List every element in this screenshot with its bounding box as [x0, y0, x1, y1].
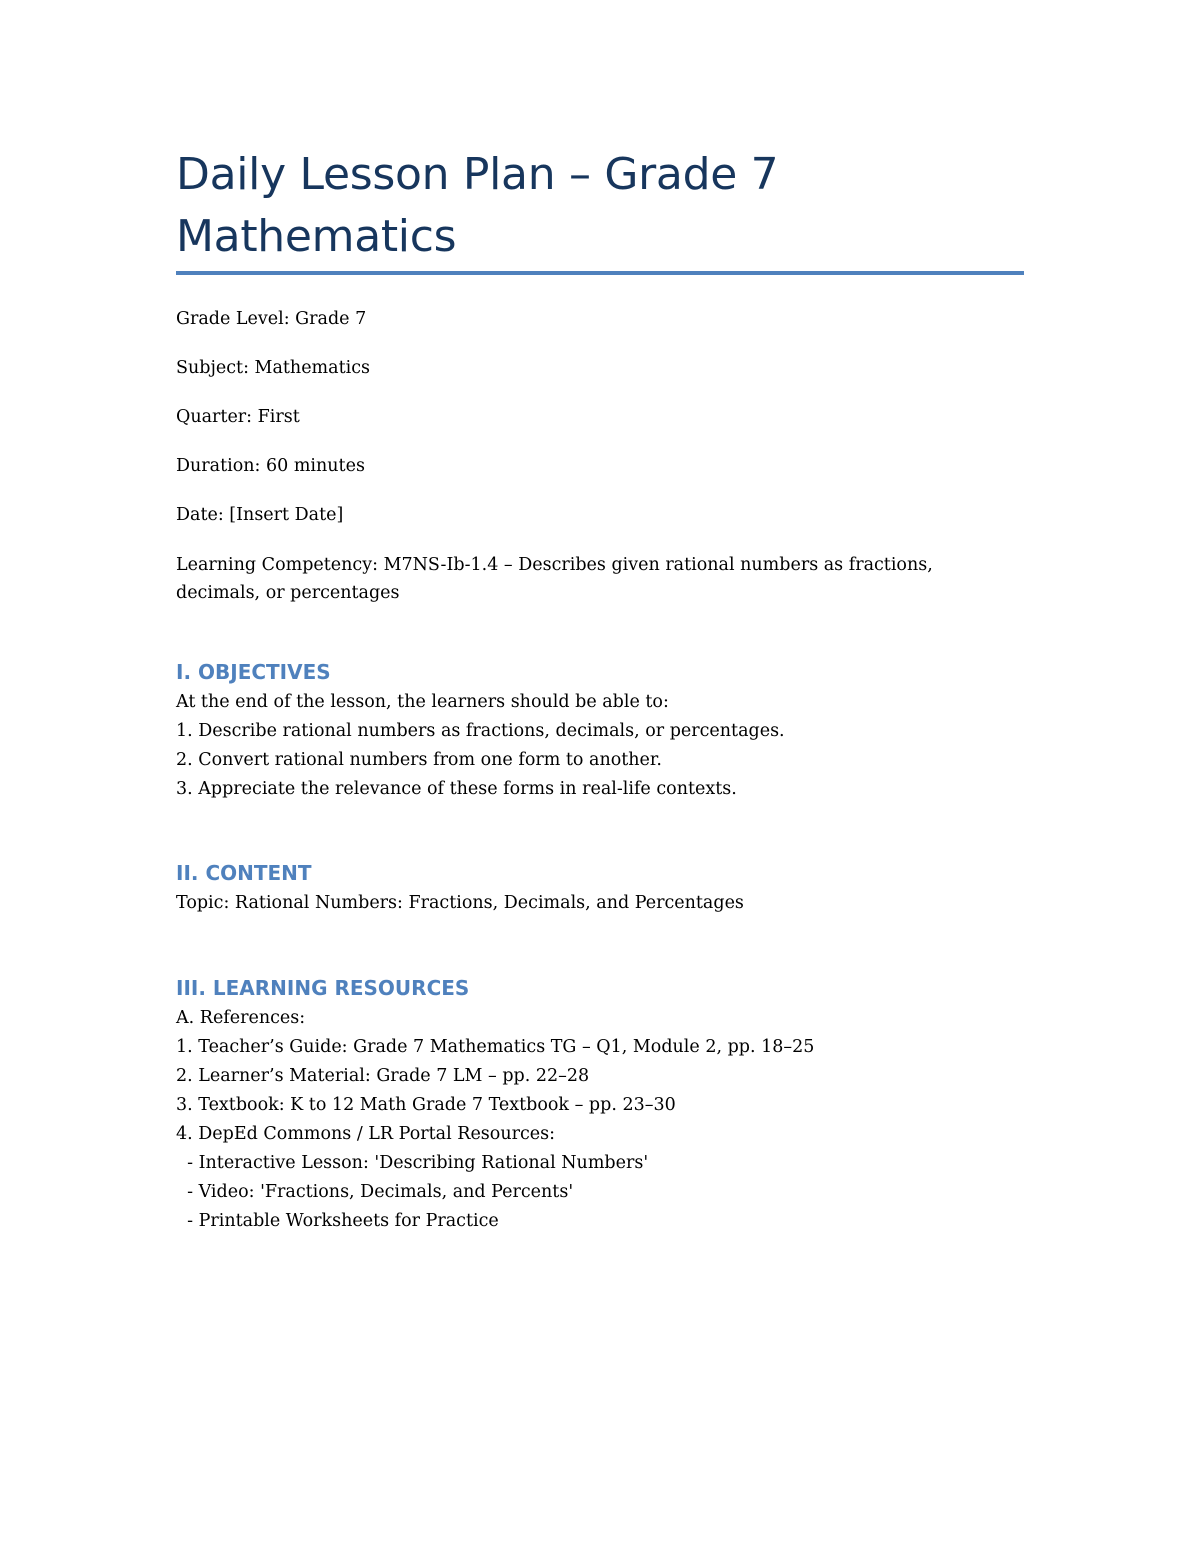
grade-level: Grade Level: Grade 7: [176, 309, 367, 329]
objectives-line: 3. Appreciate the relevance of these forms in real-life contexts.: [176, 779, 737, 799]
competency-line-2: decimals, or percentages: [176, 583, 400, 603]
learning-competency: [176, 551, 1024, 607]
content-line: Topic: Rational Numbers: Fractions, Decimals, and Percentages: [176, 893, 744, 913]
date: Date: [Insert Date]: [176, 505, 344, 525]
objectives-section: [176, 656, 1024, 804]
resources-line: - Interactive Lesson: 'Describing Rational Numbers': [176, 1153, 649, 1173]
objectives-heading: I. OBJECTIVES: [176, 660, 331, 684]
subject: Subject: Mathematics: [176, 358, 370, 378]
title-line-1: Daily Lesson Plan – Grade 7: [176, 149, 779, 200]
title-underline: [176, 271, 1024, 275]
objectives-line: At the end of the lesson, the learners should be able to:: [176, 692, 669, 712]
title-line-2: Mathematics: [176, 211, 457, 262]
resources-line: 3. Textbook: K to 12 Math Grade 7 Textbook – pp. 23–30: [176, 1095, 676, 1115]
resources-line: A. References:: [176, 1008, 306, 1028]
resources-line: 2. Learner’s Material: Grade 7 LM – pp. 22–28: [176, 1066, 590, 1086]
content-body: [176, 889, 1024, 918]
resources-heading: III. LEARNING RESOURCES: [176, 976, 470, 1000]
resources-line: 1. Teacher’s Guide: Grade 7 Mathematics TG – Q1, Module 2, pp. 18–25: [176, 1037, 815, 1057]
content-heading: II. CONTENT: [176, 861, 312, 885]
duration: Duration: 60 minutes: [176, 456, 365, 476]
objectives-body: [176, 688, 1024, 804]
resources-line: - Video: 'Fractions, Decimals, and Percents': [176, 1182, 574, 1202]
document-title: [176, 144, 1024, 268]
quarter: Quarter: First: [176, 407, 300, 427]
resources-line: - Printable Worksheets for Practice: [176, 1211, 499, 1231]
lesson-meta: [176, 306, 1024, 630]
resources-section: [176, 972, 1024, 1236]
objectives-line: 2. Convert rational numbers from one form to another.: [176, 750, 662, 770]
content-section: [176, 857, 1024, 918]
objectives-line: 1. Describe rational numbers as fractions, decimals, or percentages.: [176, 721, 785, 741]
competency-line-1: Learning Competency: M7NS-Ib-1.4 – Describes given rational numbers as fractions,: [176, 555, 933, 575]
resources-line: 4. DepEd Commons / LR Portal Resources:: [176, 1124, 555, 1144]
resources-body: [176, 1004, 1024, 1236]
